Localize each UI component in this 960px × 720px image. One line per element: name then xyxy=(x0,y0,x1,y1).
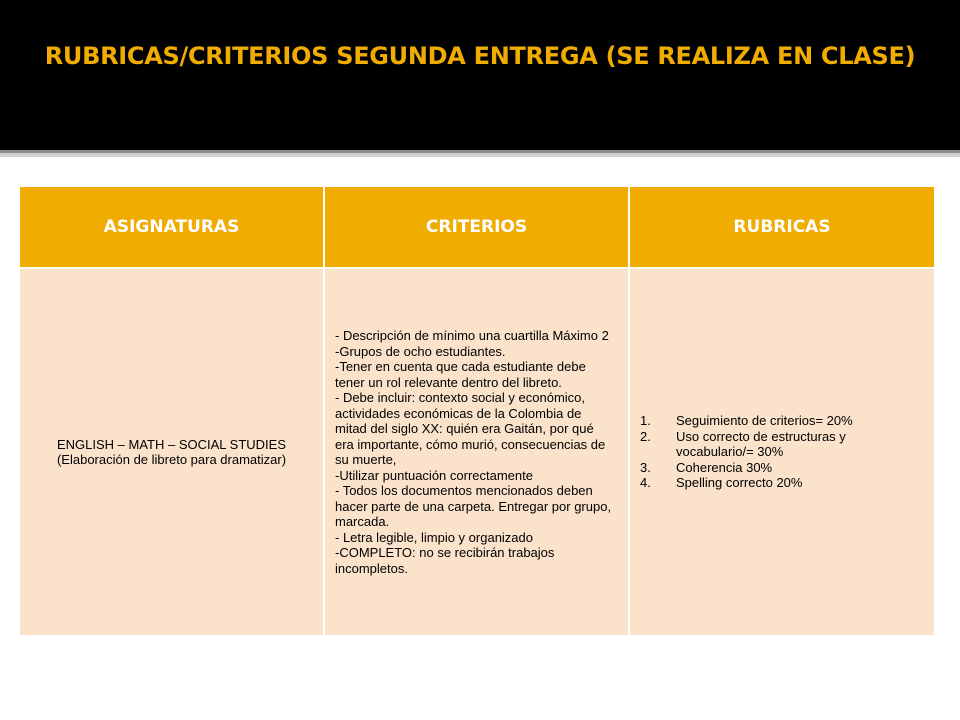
criteria-item: - Letra legible, limpio y organizado xyxy=(335,529,533,545)
rubric-list-item xyxy=(640,460,922,476)
rubrics-cell xyxy=(629,268,935,636)
criteria-item: -Utilizar puntuación correctamente xyxy=(335,467,533,483)
criteria-item: - Todos los documentos mencionados deben hacer parte de una carpeta. Entregar por grupo, marcada. xyxy=(335,483,612,529)
criteria-item: -COMPLETO: no se recibirán trabajos incompletos. xyxy=(335,545,555,576)
rubric-list-item xyxy=(640,429,922,460)
rubric-number: 4. xyxy=(640,475,651,491)
rubric-text: Coherencia 30% xyxy=(676,459,773,475)
rubric-text: Seguimiento de criterios= 20% xyxy=(676,413,853,429)
criteria-item: - Descripción de mínimo una cuartilla Máximo 2 xyxy=(335,328,609,343)
header-rubricas: RUBRICAS xyxy=(629,186,935,268)
header-asignaturas: ASIGNATURAS xyxy=(19,186,324,268)
rubric-list-item xyxy=(640,475,922,491)
subject-line-1: ENGLISH – MATH – SOCIAL STUDIES xyxy=(57,436,286,452)
rubric-text: Spelling correcto 20% xyxy=(676,475,803,491)
criteria-cell xyxy=(324,268,629,636)
rubric-number: 2. xyxy=(640,428,651,444)
title-bar xyxy=(0,0,960,150)
criteria-item: -Grupos de ocho estudiantes. xyxy=(335,343,506,359)
slide-title: RUBRICAS/CRITERIOS SEGUNDA ENTREGA (SE REALIZA EN CLASE) xyxy=(44,42,916,70)
header-criterios: CRITERIOS xyxy=(324,186,629,268)
subject-line-2: (Elaboración de libreto para dramatizar) xyxy=(56,452,287,467)
rubric-text: Uso correcto de estructuras y vocabulario/= 30% xyxy=(676,428,846,460)
criteria-item: -Tener en cuenta que cada estudiante debe tener un rol relevante dentro del libreto. xyxy=(335,359,586,390)
divider-shadow xyxy=(0,153,960,157)
rubric-number: 1. xyxy=(640,413,651,429)
rubric-list-item xyxy=(640,413,922,429)
rubric-number: 3. xyxy=(640,459,651,475)
table-row xyxy=(19,268,935,636)
rubric-table xyxy=(18,185,936,637)
criteria-item: - Debe incluir: contexto social y económico, actividades económicas de la Colombia de mitad del siglo XX: quién era Gaitán, por qué era importante, cómo murió, consecuencias de su muerte, xyxy=(335,390,606,467)
table-header-row xyxy=(19,186,935,268)
subject-cell xyxy=(19,268,324,636)
